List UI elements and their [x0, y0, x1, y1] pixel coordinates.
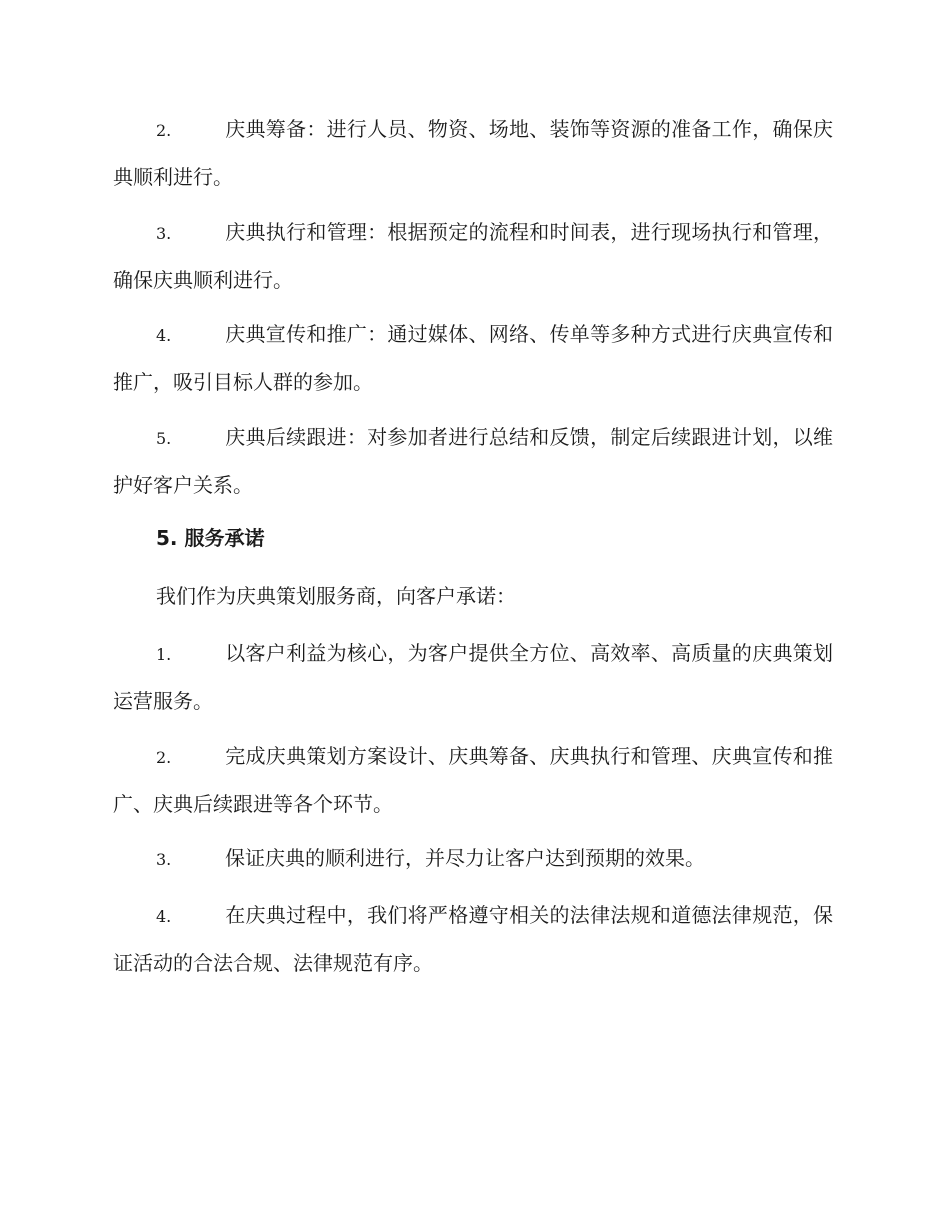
- list-number: 5.: [156, 429, 172, 448]
- list-item: [113, 414, 833, 508]
- list-text: 在庆典过程中，我们将严格遵守相关的法律法规和道德法律规范，保证活动的合法合规、法律规范有序。: [113, 903, 833, 975]
- list-number: 3.: [156, 850, 172, 869]
- list-item: [113, 892, 833, 986]
- list-text: 庆典执行和管理：根据预定的流程和时间表，进行现场执行和管理，确保庆典顺利进行。: [113, 220, 833, 292]
- list-item: [113, 311, 833, 405]
- list-number: 3.: [156, 224, 172, 243]
- list-item: [113, 630, 833, 724]
- list-number: 2.: [156, 748, 172, 767]
- list-item: [113, 733, 833, 827]
- list-number: 4.: [156, 907, 172, 926]
- list-item: [113, 106, 833, 200]
- list-item: [113, 835, 833, 883]
- list-text: 庆典宣传和推广：通过媒体、网络、传单等多种方式进行庆典宣传和推广，吸引目标人群的参加。: [113, 322, 833, 394]
- list-text: 保证庆典的顺利进行，并尽力让客户达到预期的效果。: [225, 846, 705, 870]
- list-text: 完成庆典策划方案设计、庆典筹备、庆典执行和管理、庆典宣传和推广、庆典后续跟进等各个环节。: [113, 744, 833, 816]
- list-text: 庆典筹备：进行人员、物资、场地、装饰等资源的准备工作，确保庆典顺利进行。: [113, 117, 833, 189]
- list-number: 4.: [156, 326, 172, 345]
- list-number: 1.: [156, 645, 172, 664]
- section-heading: 5. 服务承诺: [156, 526, 265, 550]
- list-text: 庆典后续跟进：对参加者进行总结和反馈，制定后续跟进计划，以维护好客户关系。: [113, 425, 833, 497]
- list-item: [113, 209, 833, 303]
- intro-paragraph: 我们作为庆典策划服务商，向客户承诺：: [156, 584, 516, 608]
- list-text: 以客户利益为核心，为客户提供全方位、高效率、高质量的庆典策划运营服务。: [113, 641, 833, 713]
- list-number: 2.: [156, 121, 172, 140]
